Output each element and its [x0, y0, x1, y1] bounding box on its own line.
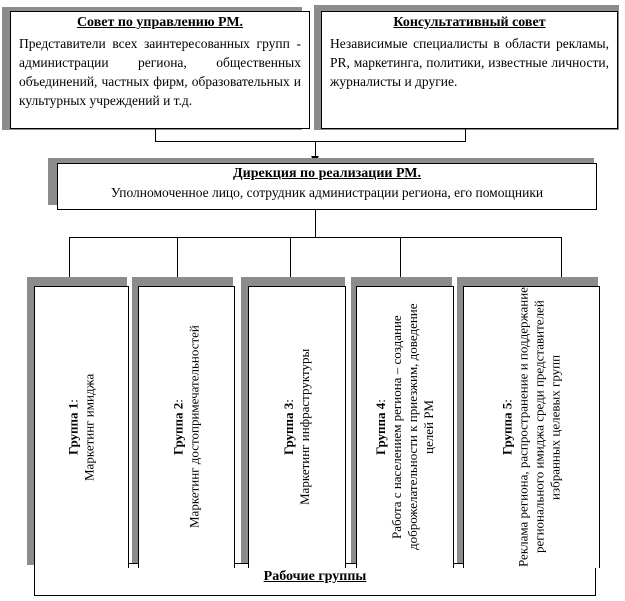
group-5-box: [463, 286, 600, 568]
council-box: [10, 11, 310, 129]
connector-line: [315, 210, 316, 238]
group-5-text: Группа 5: Реклама региона, распространение и поддержание регионального имиджа среди представителей избранных целевых групп: [499, 287, 563, 567]
council-text: Представители всех заинтересованных групп - администрации региона, общественных объединений, частных фирм, образовательных и культурных учреждений и т.д.: [19, 36, 301, 108]
connector-line: [400, 237, 401, 277]
council-title: Совет по управлению РМ.: [76, 15, 244, 30]
connector-line: [177, 237, 178, 277]
group-4-label: Группа 4: [373, 402, 388, 455]
group-5-label: Группа 5: [499, 402, 515, 455]
group-5-description: Реклама региона, распространение и поддержание регионального имиджа среди представителей избранных целевых групп: [515, 287, 563, 567]
group-4-text: Группа 4: Работа с населением региона – создание доброжелательности к приезжим, доведение целей РМ: [373, 303, 436, 551]
directorate-text: Уполномоченное лицо, сотрудник администрации региона, его помощники: [110, 185, 544, 200]
group-4-box: [356, 286, 454, 568]
group-2-text: Группа 2: Маркетинг достопримечательностей: [170, 325, 202, 529]
group-1-label: Группа 1: [65, 402, 81, 455]
group-1-text: Группа 1: Маркетинг имиджа: [65, 373, 97, 481]
advisory-box: [321, 11, 618, 129]
directorate-box: [57, 163, 597, 210]
connector-line: [561, 237, 562, 277]
group-2-label: Группа 2: [170, 402, 186, 455]
group-3-text: Группа 3: Маркетинг инфраструктуры: [281, 348, 312, 506]
group-3-box: [248, 286, 346, 568]
connector-line: [290, 237, 291, 277]
advisory-text: Независимые специалисты в области рекламы, PR, маркетинга, политики, известные личности, журналисты и другие.: [330, 36, 609, 89]
connector-line: [69, 237, 70, 277]
advisory-title: Консультативный совет: [393, 15, 546, 30]
group-3-description: Маркетинг инфраструктуры: [297, 348, 312, 506]
group-4-description: Работа с населением региона – создание доброжелательности к приезжим, доведение целей РМ: [389, 303, 436, 551]
group-1-description: Маркетинг имиджа: [81, 373, 97, 481]
directorate-title: Дирекция по реализации РМ.: [233, 166, 421, 181]
group-2-description: Маркетинг достопримечательностей: [186, 325, 202, 529]
group-2-box: [138, 286, 235, 568]
connector-line: [155, 141, 466, 142]
group-1-box: [34, 286, 129, 568]
connector-line: [69, 237, 562, 238]
working-groups-label: Рабочие группы: [263, 569, 367, 584]
group-3-label: Группа 3: [281, 402, 296, 455]
